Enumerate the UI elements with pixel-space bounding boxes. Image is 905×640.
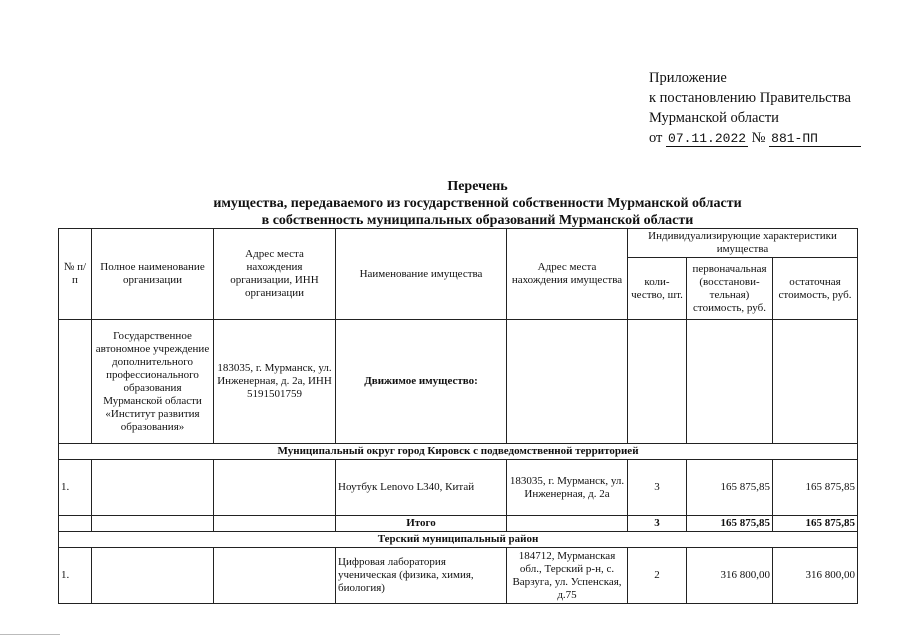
appendix-line-3: Мурманской области xyxy=(649,110,779,126)
org-name-cell: Государственное автономное учреждение дополнительного профессионального образования Мурманской области «Институт развития образования» xyxy=(92,320,214,444)
table-row xyxy=(59,548,858,604)
title-line-1: Перечень xyxy=(447,179,508,194)
resolution-number: 881-ПП xyxy=(769,131,861,147)
total-label: Итого xyxy=(336,516,507,532)
header-org-name: Полное наименование организации xyxy=(92,229,214,320)
property-name-cell: Цифровая лаборатория ученическая (физика, химия, биология) xyxy=(336,548,507,604)
property-table xyxy=(58,228,858,604)
from-label: от xyxy=(649,130,663,146)
footnote-divider xyxy=(0,634,60,635)
header-initial-cost: первоначальная (восстанови-тельная) стоимость, руб. xyxy=(687,258,773,320)
row-num: 1. xyxy=(59,548,92,604)
header-qty: коли-чество, шт. xyxy=(628,258,687,320)
qty-cell: 3 xyxy=(628,460,687,516)
property-type-cell: Движимое имущество: xyxy=(336,320,507,444)
appendix-block xyxy=(649,68,861,148)
title-line-2: имущества, передаваемого из государственной собственности Мурманской области xyxy=(213,196,742,211)
property-address-cell: 184712, Мурманская обл., Терский р-н, с. Варзуга, ул. Успенская, д.75 xyxy=(507,548,628,604)
property-address-cell: 183035, г. Мурманск, ул. Инженерная, д. 2а xyxy=(507,460,628,516)
header-characteristics: Индивидуализирующие характеристики имущества xyxy=(628,229,858,258)
residual-cost-cell: 316 800,00 xyxy=(773,548,858,604)
residual-cost-cell: 165 875,85 xyxy=(773,460,858,516)
header-property-address: Адрес места нахождения имущества xyxy=(507,229,628,320)
total-row xyxy=(59,516,858,532)
table-row xyxy=(59,320,858,444)
total-residual-cost: 165 875,85 xyxy=(773,516,858,532)
document-title xyxy=(60,178,895,229)
header-residual-cost: остаточная стоимость, руб. xyxy=(773,258,858,320)
org-address-cell: 183035, г. Мурманск, ул. Инженерная, д. 2а, ИНН 5191501759 xyxy=(214,320,336,444)
total-qty: 3 xyxy=(628,516,687,532)
initial-cost-cell: 165 875,85 xyxy=(687,460,773,516)
title-line-3: в собственность муниципальных образований Мурманской области xyxy=(261,213,694,228)
section-title-tersky: Терский муниципальный район xyxy=(59,532,858,548)
property-name-cell: Ноутбук Lenovo L340, Китай xyxy=(336,460,507,516)
initial-cost-cell: 316 800,00 xyxy=(687,548,773,604)
number-label: № xyxy=(751,130,766,146)
appendix-line-2: к постановлению Правительства xyxy=(649,90,851,106)
appendix-date-line xyxy=(649,128,861,148)
row-num: 1. xyxy=(59,460,92,516)
header-org-address: Адрес места нахождения организации, ИНН организации xyxy=(214,229,336,320)
appendix-line-1: Приложение xyxy=(649,70,727,86)
qty-cell: 2 xyxy=(628,548,687,604)
header-num: № п/п xyxy=(59,229,92,320)
total-initial-cost: 165 875,85 xyxy=(687,516,773,532)
table-row xyxy=(59,460,858,516)
resolution-date: 07.11.2022 xyxy=(668,131,747,146)
section-title-kirovsk: Муниципальный округ город Кировск с подведомственной территорией xyxy=(59,444,858,460)
header-property-name: Наименование имущества xyxy=(336,229,507,320)
